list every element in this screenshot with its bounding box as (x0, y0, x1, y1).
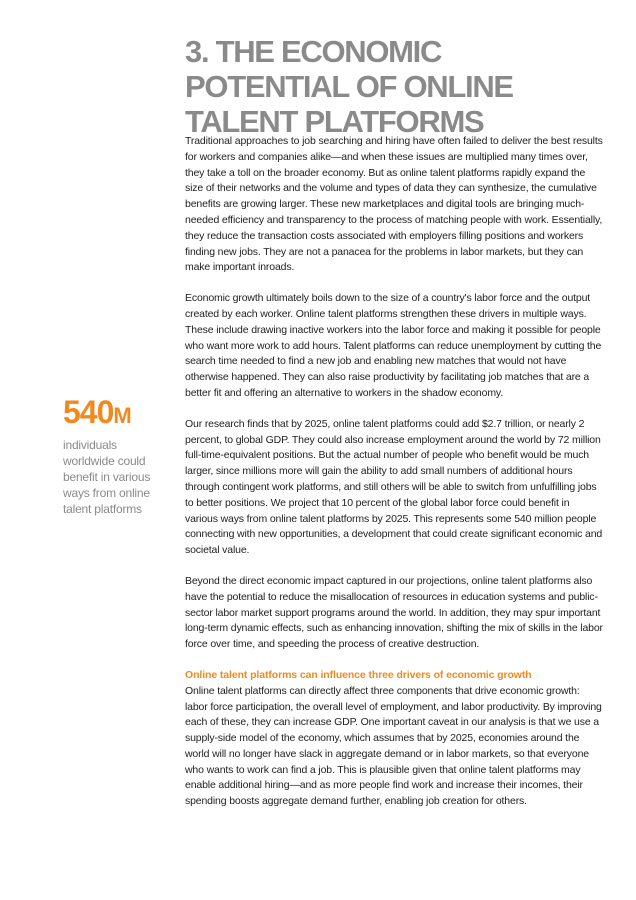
section-heading: Online talent platforms can influence three drivers of economic growth (185, 668, 532, 681)
body-paragraph-5: Online talent platforms can directly affect three components that drive economic growth: labor force participation, the overall level of employment, and labor productivity. By improving each of these, they can increase GDP. One important caveat in our analysis is that we use a supply-side model of the economy, which assumes that by 2025, economies around the world will no longer have slack in aggregate demand or in labor markets, so that everyone who wants to work can find a job. This is plausible given that online talent platforms may enable additional hiring—and as more people find work and increase their incomes, their spending boosts aggregate demand further, enabling job creation for others. (185, 684, 602, 808)
callout-unit: M (113, 403, 131, 428)
body-text-column (185, 134, 603, 825)
body-paragraph-1: Traditional approaches to job searching and hiring have often failed to deliver the best results for workers and companies alike—and when these issues are multiplied many times over, they take a toll on the broader economy. But as online talent platforms rapidly expand the size of their networks and the volume and types of data they can synthesize, the cumulative benefits are growing larger. These new marketplaces and digital tools are bringing much-needed efficiency and transparency to the process of matching people with work. Essentially, they reduce the transaction costs associated with employers filling positions and workers finding new jobs. They are not a panacea for the problems in labor markets, but they can make important inroads. (185, 135, 603, 274)
callout-stat (63, 396, 168, 435)
body-paragraph-2: Economic growth ultimately boils down to the size of a country's labor force and the output created by each worker. Online talent platforms strengthen these drivers in multiple ways. These include drawing inactive workers into the labor force and making it possible for people who want more work to add hours. Talent platforms can reduce unemployment by cutting the search time needed to find a new job and enabling new matches that would not have otherwise happened. They can also raise productivity by facilitating job matches that are a better fit and offering an alternative to workers in the shadow economy. (185, 292, 602, 399)
body-paragraph-4: Beyond the direct economic impact captured in our projections, online talent platforms also have the potential to reduce the misallocation of resources in education systems and public-sector labor market support programs around the world. In addition, they may spur important long-term dynamic effects, such as enhancing innovation, shifting the mix of skills in the labor force over time, and speeding the process of creative destruction. (185, 574, 603, 651)
callout-number: 540 (63, 394, 114, 430)
callout-description: individuals worldwide could benefit in various ways from online talent platforms (63, 438, 151, 516)
page-title: 3. THE ECONOMIC POTENTIAL OF ONLINE TALENT PLATFORMS (185, 34, 513, 139)
body-paragraph-3: Our research finds that by 2025, online talent platforms could add $2.7 trillion, or nearly 2 percent, to global GDP. They could also increase employment around the world by 72 million full-time-equivalent positions. But the actual number of people who benefit would be much larger, since millions more will gain the ability to add small numbers of additional hours through contingent work platforms, and still others will be able to switch from unfulfilling jobs to better positions. We project that 10 percent of the global labor force could benefit in various ways from online talent platforms by 2025. This represents some 540 million people connecting with new opportunities, a development that could create significant economic and societal value. (185, 417, 603, 557)
stat-callout (63, 396, 168, 517)
